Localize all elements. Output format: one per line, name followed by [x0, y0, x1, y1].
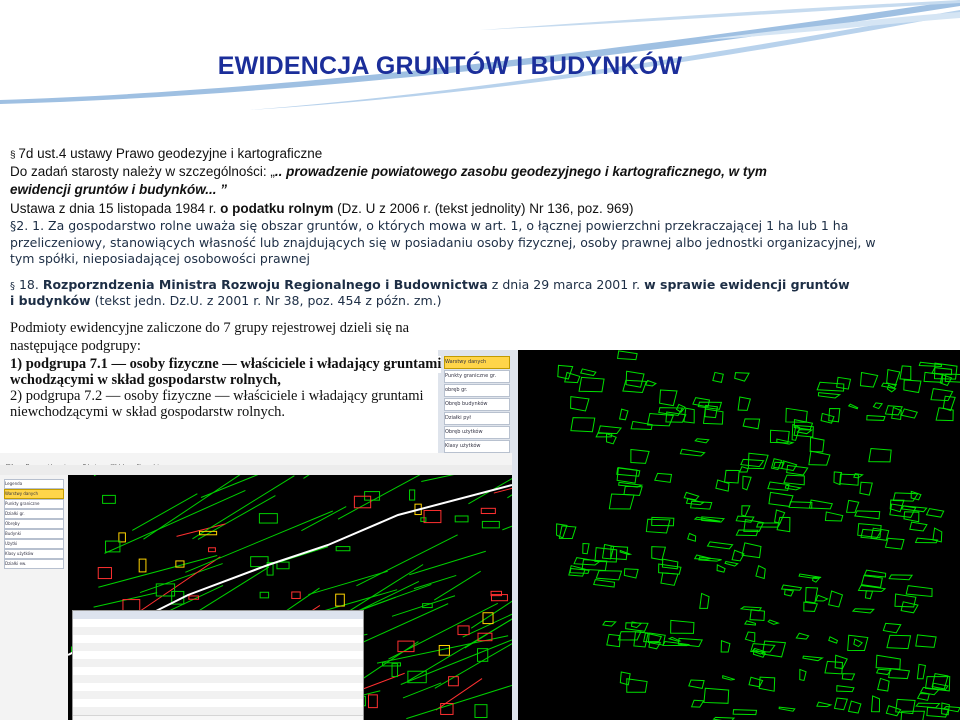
parcel-outline [931, 389, 953, 401]
parcel-outline [619, 482, 642, 487]
paragraph-line: Podmioty ewidencyjne zaliczone do 7 grupy rejestrowej dzieli się na [10, 320, 410, 336]
parcel-outline [900, 366, 911, 380]
parcel-outline [634, 632, 648, 647]
parcel-outline [806, 587, 818, 602]
parcel-outline [455, 516, 468, 522]
parcel-outline [669, 637, 680, 641]
text: Do zadań starosty należy w szczególności: „ [10, 164, 275, 179]
parcel-boundary [201, 475, 258, 497]
parcel-outline [853, 609, 874, 613]
parcel-outline [816, 595, 828, 601]
parcel-outline [895, 594, 916, 607]
parcel-boundary [104, 490, 245, 553]
parcel-outline [932, 674, 948, 689]
parcel-outline [835, 698, 848, 710]
parcel-outline [565, 373, 580, 383]
subgroup-71: 1) podgrupa 7.1 — osoby fizyczne — właściciele i władający gruntami [10, 356, 442, 372]
parcel-outline [738, 397, 750, 410]
parcel-outline [860, 482, 872, 495]
parcel-outline [98, 568, 111, 579]
parcel-outline [684, 492, 699, 499]
parcel-boundary [403, 683, 441, 698]
layer-row[interactable]: Klasy użytków [444, 440, 510, 453]
parcel-outline [595, 548, 617, 562]
parcel-outline [655, 473, 672, 482]
parcel-outline [887, 370, 900, 386]
paragraph-line: następujące podgrupy: [10, 338, 141, 354]
parcel-outline [652, 547, 666, 560]
parcel-outline [618, 351, 638, 360]
regulation-subject: w sprawie ewidencji gruntów [644, 277, 850, 292]
bullet-icon: § [10, 281, 15, 292]
parcel-outline [784, 475, 804, 485]
layer-row[interactable]: Działki pył [444, 412, 510, 425]
regulation-subject: i budynków [10, 293, 91, 308]
parcel-outline [723, 676, 735, 680]
parcel-outline [742, 506, 750, 516]
parcel-outline [809, 451, 830, 465]
paragraph-line [10, 164, 767, 179]
parcel-outline [662, 559, 677, 569]
legend-row[interactable]: Punkty graniczne [4, 499, 64, 509]
legend-row[interactable]: Działki ew. [4, 559, 64, 569]
parcel-outline [865, 591, 872, 599]
layer-row[interactable]: Obręb użytków [444, 426, 510, 439]
parcel-outline [733, 710, 756, 715]
regulation-line [10, 277, 850, 292]
parcel-outline [620, 672, 630, 685]
parcel-outline [840, 474, 859, 485]
parcel-outline [688, 533, 696, 541]
parcel-outline [886, 706, 900, 716]
parcel-outline [759, 677, 774, 691]
parcel-outline [906, 586, 932, 597]
parcel-outline [785, 589, 794, 596]
legal-reference-text: 7d ust.4 ustawy Prawo geodezyjne i kartograficzne [18, 146, 323, 161]
parcel-outline [869, 449, 891, 462]
parcel-outline [475, 705, 487, 718]
parcel-outline [458, 626, 469, 635]
parcel-outline [848, 635, 868, 650]
parcel-outline [106, 541, 120, 552]
parcel-map-right [438, 350, 960, 720]
parcel-outline [660, 390, 677, 406]
subgroup-72: 2) podgrupa 7.2 — osoby fizyczne — właściciele i władający gruntami [10, 388, 424, 404]
parcel-outline [796, 633, 808, 639]
parcel-outline [810, 437, 824, 451]
parcel-outline [661, 573, 678, 586]
parcel-outline [829, 409, 840, 422]
parcel-outline [743, 476, 751, 490]
parcel-outline [707, 542, 732, 549]
parcel-outline [817, 702, 831, 706]
parcel-outline [901, 602, 918, 613]
parcel-boundary [463, 586, 512, 637]
parcel-outline [890, 504, 916, 517]
text: 18. [18, 277, 43, 292]
parcel-outline [700, 593, 709, 608]
parcel-outline [756, 566, 765, 579]
parcel-outline [918, 693, 930, 700]
parcel-outline [887, 635, 911, 648]
parcel-outline [609, 494, 634, 509]
parcel-outline [721, 641, 730, 652]
subgroup-72-cont: niewchodzącymi w skład gospodarstw rolnych. [10, 404, 286, 420]
quote-text: .. prowadzenie powiatowego zasobu geodezyjnego i kartograficznego, w tym [274, 164, 767, 179]
parcel-outline [876, 655, 900, 669]
parcel-outline [794, 420, 812, 430]
legend-row[interactable]: Użytki [4, 539, 64, 549]
parcel-outline [725, 561, 738, 566]
parcel-outline [890, 500, 904, 512]
parcel-outline [777, 439, 793, 444]
parcel-outline [763, 641, 786, 657]
map-screenshot-right [438, 350, 960, 720]
parcel-outline [259, 514, 277, 523]
parcel-outline [789, 502, 812, 508]
parcel-outline [424, 510, 441, 522]
parcel-outline [735, 373, 749, 382]
layer-row[interactable]: obręb gr. [444, 384, 510, 397]
parcel-boundary [308, 571, 387, 594]
parcel-outline [742, 543, 761, 558]
parcel-outline [916, 635, 936, 648]
parcel-outline [336, 594, 345, 606]
table-row [73, 707, 363, 716]
parcel-outline [558, 365, 573, 379]
parcel-outline [594, 580, 615, 587]
parcel-boundary [421, 475, 512, 481]
legend-row[interactable]: Klasy użytków [4, 549, 64, 559]
text: (Dz. U z 2006 r. (tekst jednolity) Nr 136, poz. 969) [333, 201, 634, 216]
parcel-outline [757, 523, 781, 527]
parcel-outline [209, 548, 216, 552]
parcel-outline [917, 664, 925, 678]
parcel-outline [797, 430, 811, 434]
regulation-line-2 [10, 293, 442, 308]
parcel-outline [624, 569, 638, 578]
parcel-outline [716, 480, 729, 491]
parcel-outline [924, 372, 942, 382]
parcel-outline [571, 418, 595, 432]
page-title: EWIDENCJA GRUNTÓW I BUDYNKÓW [217, 52, 683, 80]
parcel-outline [902, 409, 918, 418]
parcel-outline [809, 500, 832, 509]
parcel-outline [579, 377, 604, 391]
parcel-boundary [434, 571, 480, 600]
parcel-outline [745, 632, 754, 642]
parcel-outline [860, 373, 877, 388]
parcel-outline [883, 623, 900, 633]
text: (tekst jedn. Dz.U. z 2001 r. Nr 38, poz. 454 z późn. zm.) [90, 293, 442, 308]
parcel-boundary [414, 575, 456, 588]
parcel-outline [825, 661, 842, 673]
parcel-boundary [140, 564, 223, 593]
parcel-outline [695, 439, 708, 443]
parcel-outline [646, 380, 656, 385]
parcel-outline [648, 633, 665, 645]
parcel-outline [855, 511, 880, 519]
parcel-outline [867, 415, 885, 420]
parcel-outline [666, 412, 686, 422]
parcel-outline [626, 371, 644, 387]
parcel-outline [559, 526, 576, 539]
legend-row[interactable]: Legenda [4, 479, 64, 489]
parcel-outline [482, 521, 499, 527]
parcel-outline [825, 512, 842, 521]
statute-name: o podatku rolnym [220, 201, 334, 216]
text: z dnia 29 marca 2001 r. [487, 277, 645, 292]
parcel-outline [877, 669, 891, 674]
parcel-outline [892, 407, 902, 419]
parcel-outline [292, 592, 300, 598]
parcel-outline [873, 403, 882, 409]
parcel-outline [421, 518, 426, 522]
parcel-outline [689, 680, 704, 688]
paragraph-line: tym spółki, nieposiadającej osobowości prawnej [10, 251, 310, 266]
attribute-table [72, 610, 364, 720]
parcel-outline [945, 374, 960, 383]
parcel-boundary [409, 551, 485, 574]
parcel-outline [692, 700, 704, 707]
parcel-outline [717, 565, 725, 572]
parcel-outline [927, 707, 949, 717]
parcel-outline [369, 695, 378, 708]
parcel-outline [927, 509, 944, 518]
regulation-name: Rozporzndzenia Ministra Rozwoju Regionalnego i Budownictwa [42, 277, 488, 292]
layer-row[interactable]: Warstwy danych [444, 356, 510, 369]
parcel-boundary [198, 496, 275, 540]
parcel-outline [750, 610, 765, 621]
parcel-outline [680, 449, 704, 456]
parcel-outline [885, 538, 903, 549]
parcel-boundary [356, 535, 457, 586]
legend-row[interactable]: Obręby [4, 519, 64, 529]
parcel-outline [889, 575, 912, 580]
parcel-outline [603, 621, 616, 626]
parcel-outline [725, 470, 740, 483]
parcel-outline [139, 559, 146, 572]
legend-panel [0, 475, 69, 720]
text: Ustawa z dnia 15 listopada 1984 r. [10, 201, 221, 216]
parcel-outline [671, 620, 694, 633]
parcel-outline [607, 434, 617, 444]
parcel-boundary [392, 596, 455, 617]
parcel-outline [775, 510, 785, 523]
parcel-outline [854, 639, 862, 647]
parcel-outline [627, 679, 647, 693]
parcel-outline [631, 449, 649, 463]
parcel-outline [410, 490, 415, 500]
parcel-outline [842, 674, 854, 680]
parcel-outline [849, 701, 861, 713]
parcel-outline [741, 459, 764, 466]
parcel-outline [571, 397, 589, 411]
quote-text-end: ewidencji gruntów i budynków... ” [10, 182, 228, 197]
parcel-outline [624, 486, 642, 495]
parcel-outline [872, 696, 880, 712]
parcel-outline [817, 382, 844, 391]
parcel-outline [878, 678, 890, 691]
parcel-outline [849, 404, 858, 409]
parcel-outline [804, 602, 817, 611]
parcel-outline [782, 585, 802, 590]
parcel-outline [862, 576, 883, 588]
subgroup-71-cont: wchodzącymi w skład gospodarstw rolnych, [10, 372, 281, 388]
parcel-outline [799, 574, 821, 579]
parcel-outline [618, 632, 640, 640]
parcel-outline [581, 369, 596, 376]
parcel-outline [704, 688, 729, 703]
parcel-outline [596, 571, 621, 580]
legend-row[interactable]: Warstwy danych [4, 489, 64, 499]
parcel-outline [277, 562, 289, 569]
parcel-outline [919, 362, 941, 366]
parcel-outline [336, 547, 350, 551]
parcel-boundary [407, 617, 512, 681]
parcel-outline [749, 677, 763, 687]
statute-line [10, 201, 634, 216]
parcel-outline [779, 707, 795, 711]
parcel-outline [260, 592, 268, 598]
parcel-outline [904, 380, 921, 393]
parcel-outline [837, 686, 854, 692]
parcel-outline [818, 393, 839, 398]
parcel-outline [829, 637, 838, 643]
parcel-outline [620, 551, 630, 555]
parcel-outline [889, 669, 910, 679]
parcel-outline [944, 706, 960, 711]
legal-reference-line [10, 146, 322, 161]
parcel-outline [620, 409, 628, 420]
layer-row[interactable]: Obręb budynków [444, 398, 510, 411]
paragraph-line: §2. 1. Za gospodarstwo rolne uważa się obszar gruntów, o których mowa w art. 1, o łącznej powierzchni przekraczającej 1 ha lub 1 ha [10, 218, 849, 233]
legend-row[interactable]: Działki gr. [4, 509, 64, 519]
parcel-boundary [406, 679, 512, 718]
parcel-outline [607, 634, 620, 646]
parcel-outline [119, 533, 126, 542]
parcel-outline [583, 543, 589, 553]
parcel-outline [745, 621, 756, 625]
paragraph-line: przeliczeniowy, stanowiących własność lub znajdujących się w posiadaniu osoby fizycznej, osoby prawnej albo jednostki organizacyjnej, w [10, 235, 876, 250]
parcel-outline [481, 508, 495, 513]
parcel-outline [910, 522, 927, 531]
parcel-outline [702, 517, 724, 522]
parcel-boundary [303, 475, 372, 478]
parcel-outline [652, 517, 674, 525]
layer-row[interactable]: Punkty graniczne gr. [444, 370, 510, 383]
parcel-outline [740, 467, 748, 472]
parcel-outline [743, 419, 759, 429]
parcel-outline [800, 669, 806, 680]
parcel-outline [829, 591, 843, 607]
parcel-outline [103, 495, 116, 503]
parcel-outline [821, 413, 834, 423]
parcel-outline [803, 656, 822, 660]
bullet-icon: § [10, 150, 19, 161]
legend-row[interactable]: Budynki [4, 529, 64, 539]
parcel-outline [713, 372, 723, 382]
parcel-boundary [502, 508, 512, 530]
parcel-boundary [94, 475, 185, 476]
parcel-outline [768, 620, 778, 624]
